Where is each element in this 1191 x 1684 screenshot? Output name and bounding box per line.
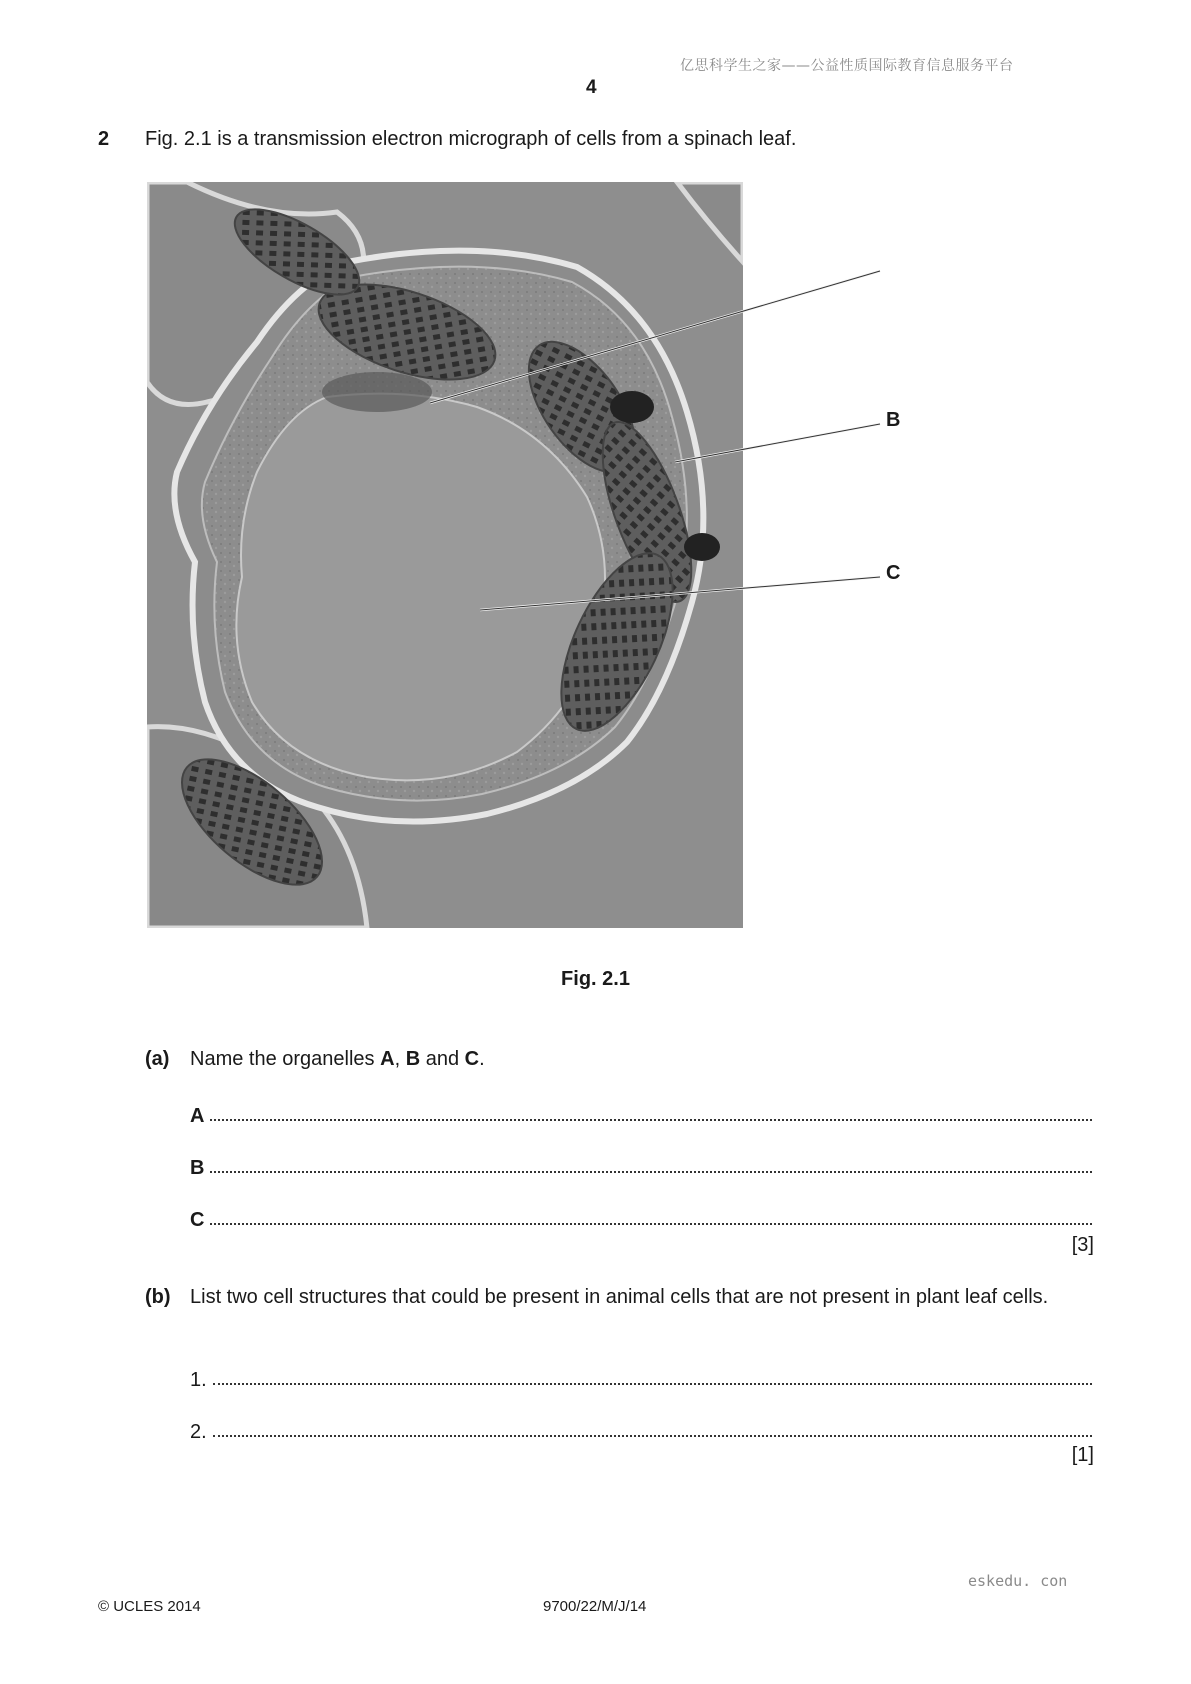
page-number: 4 — [586, 77, 597, 98]
answer-label-a: A — [190, 1105, 205, 1127]
part-a-label: (a) — [145, 1048, 170, 1070]
marks-part-b: [1] — [1071, 1444, 1094, 1466]
answer-label-1: 1. — [190, 1369, 207, 1391]
prompt-text: and — [420, 1048, 465, 1070]
prompt-organelle-b: B — [405, 1048, 421, 1070]
question-stem: Fig. 2.1 is a transmission electron micrograph of cells from a spinach leaf. — [145, 128, 797, 150]
answer-line-a[interactable] — [190, 1100, 1092, 1126]
label-c: C — [886, 562, 901, 584]
prompt-text: Name the organelles — [190, 1048, 381, 1070]
dotted-answer-space[interactable] — [213, 1364, 1092, 1386]
answer-line-1[interactable] — [190, 1364, 1092, 1390]
answer-label-2: 2. — [190, 1421, 207, 1443]
prompt-text: , — [394, 1048, 406, 1070]
prompt-organelle-c: C — [464, 1048, 480, 1070]
answer-line-b[interactable] — [190, 1152, 1092, 1178]
dotted-answer-space[interactable] — [210, 1100, 1092, 1122]
answer-label-c: C — [190, 1209, 205, 1231]
prompt-organelle-a: A — [380, 1048, 395, 1070]
header-watermark: 亿思科学生之家——公益性质国际教育信息服务平台 — [680, 58, 1014, 74]
footer-copyright: © UCLES 2014 — [98, 1598, 201, 1615]
figure-caption: Fig. 2.1 — [561, 968, 630, 990]
leader-line-b — [675, 424, 880, 462]
answer-line-c[interactable] — [190, 1204, 1092, 1230]
footer-watermark: eskedu. con — [968, 1572, 1068, 1590]
dotted-answer-space[interactable] — [210, 1152, 1092, 1174]
leader-line-c — [480, 577, 880, 610]
leader-line-a — [430, 271, 880, 403]
dotted-answer-space[interactable] — [213, 1416, 1092, 1438]
part-a-prompt — [190, 1046, 485, 1072]
footer-paper-code: 9700/22/M/J/14 — [543, 1598, 647, 1615]
answer-line-2[interactable] — [190, 1416, 1092, 1442]
dotted-answer-space[interactable] — [210, 1204, 1092, 1226]
prompt-text: . — [479, 1048, 485, 1070]
question-number: 2 — [98, 128, 110, 150]
part-b-label: (b) — [145, 1286, 171, 1308]
marks-part-a: [3] — [1071, 1234, 1094, 1256]
part-b-prompt: List two cell structures that could be present in animal cells that are not present in plant leaf cells. — [190, 1286, 1049, 1308]
answer-label-b: B — [190, 1157, 205, 1179]
label-b: B — [886, 409, 901, 431]
